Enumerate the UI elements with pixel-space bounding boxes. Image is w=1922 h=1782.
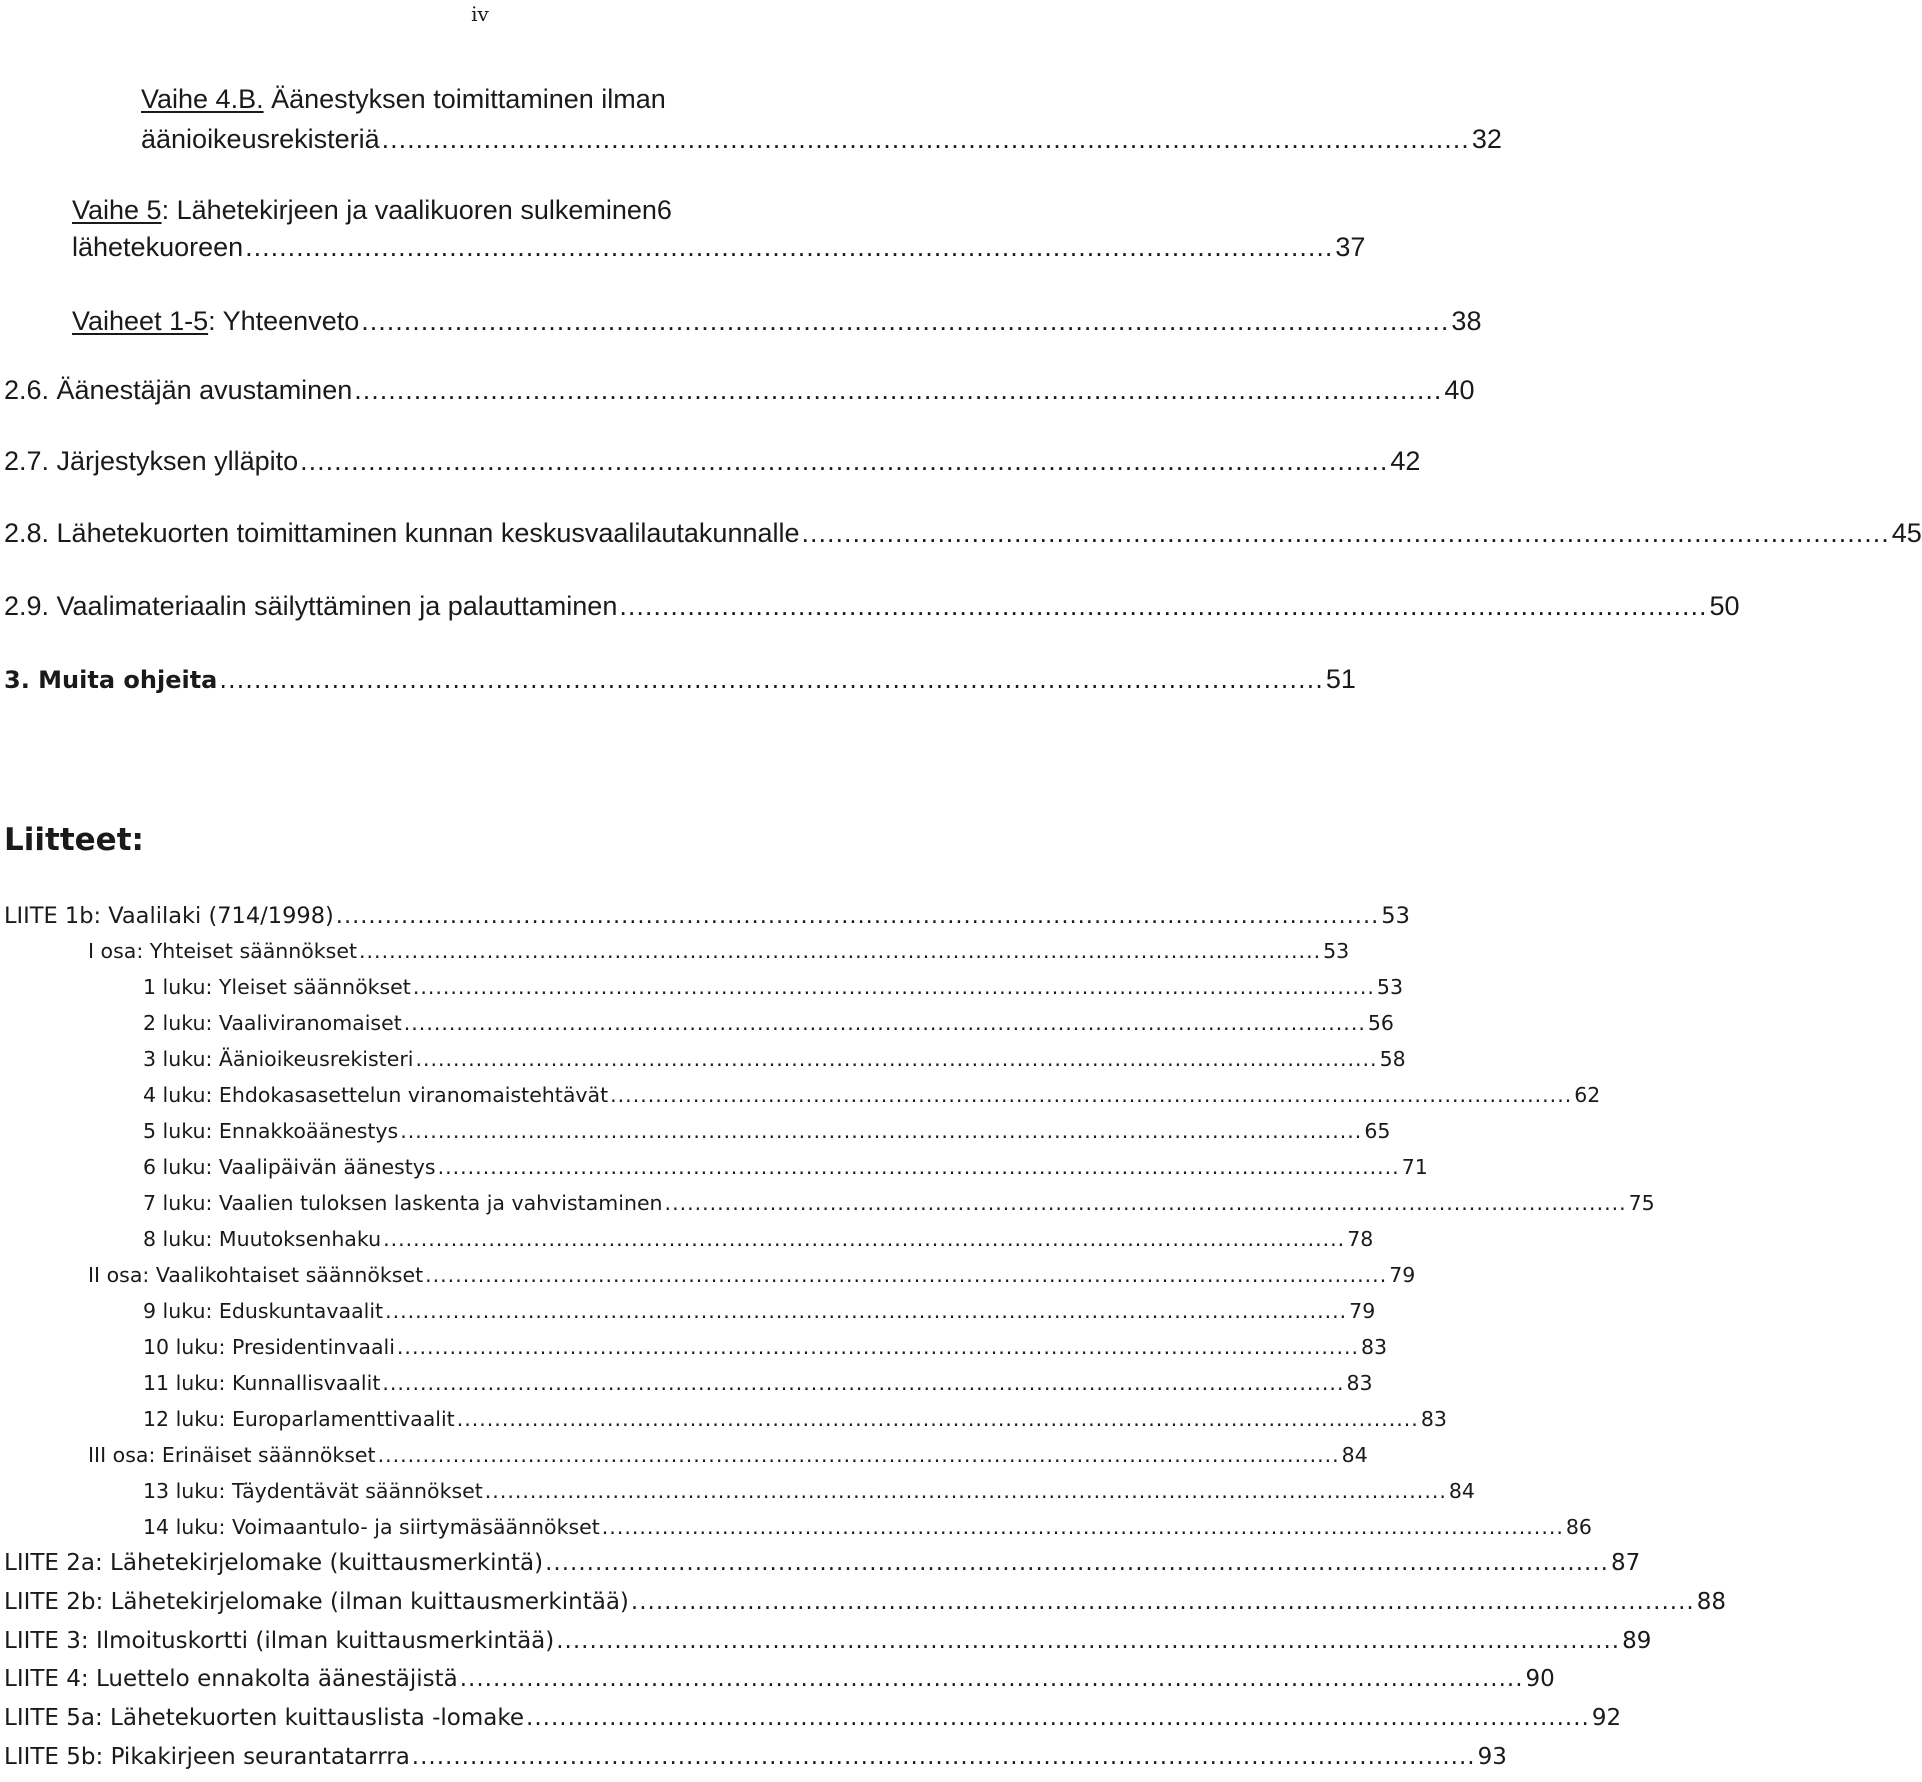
toc-title: 2.7. Järjestyksen ylläpito bbox=[4, 446, 299, 476]
toc-page-number: 83 bbox=[1346, 1371, 1373, 1395]
toc-title: 1 luku: Yleiset säännökset bbox=[143, 975, 411, 999]
toc-page-number: 42 bbox=[1390, 446, 1421, 476]
toc-title: 4 luku: Ehdokasasettelun viranomaistehtävät bbox=[143, 1083, 609, 1107]
toc-title: lähetekuoreen bbox=[72, 232, 244, 262]
toc-page-number: 56 bbox=[1367, 1011, 1394, 1035]
toc-page-number: 79 bbox=[1389, 1263, 1416, 1287]
toc-leader: ................................................................................................................................ bbox=[601, 1515, 1564, 1539]
toc-entry-liite[interactable] bbox=[143, 1155, 1428, 1179]
toc-page-number: 83 bbox=[1361, 1335, 1388, 1359]
toc-entry-liite[interactable] bbox=[143, 1227, 1374, 1251]
toc-leader: ................................................................................................................................ bbox=[415, 1047, 1378, 1071]
toc-leader: ................................................................................................................................ bbox=[801, 518, 1890, 548]
toc-leader: ................................................................................................................................ bbox=[245, 232, 1334, 262]
toc-leader: ................................................................................................................................ bbox=[411, 1744, 1476, 1770]
toc-entry-liite[interactable] bbox=[143, 1119, 1391, 1143]
toc-entry-vaiheet-1-5[interactable] bbox=[72, 306, 1482, 337]
toc-leader: ................................................................................................................................ bbox=[219, 666, 1324, 694]
toc-entry-liite[interactable] bbox=[4, 1705, 1622, 1731]
toc-link-vaihe-4b[interactable]: Vaihe 4.B. bbox=[141, 84, 264, 114]
toc-leader: ................................................................................................................................ bbox=[425, 1263, 1388, 1287]
toc-title: 2.9. Vaalimateriaalin säilyttäminen ja palauttaminen bbox=[4, 591, 618, 621]
toc-page-number: 84 bbox=[1341, 1443, 1368, 1467]
toc-title: LIITE 5b: Pikakirjeen seurantatarrra bbox=[4, 1744, 410, 1770]
toc-title: 12 luku: Europarlamenttivaalit bbox=[143, 1407, 455, 1431]
toc-link-vaihe-5[interactable]: Vaihe 5 bbox=[72, 195, 162, 225]
toc-entry-liite[interactable] bbox=[143, 1407, 1447, 1431]
toc-leader: ................................................................................................................................ bbox=[300, 446, 1389, 476]
toc-leader: ................................................................................................................................ bbox=[412, 975, 1375, 999]
toc-title: III osa: Erinäiset säännökset bbox=[88, 1443, 376, 1467]
toc-leader: ................................................................................................................................ bbox=[526, 1705, 1590, 1731]
toc-page-number: 90 bbox=[1525, 1666, 1555, 1692]
section-heading-liitteet: Liitteet: bbox=[4, 822, 144, 858]
toc-page-number: 89 bbox=[1622, 1628, 1652, 1654]
toc-entry-liite[interactable] bbox=[4, 1550, 1641, 1576]
toc-entry-liite[interactable] bbox=[4, 903, 1410, 929]
toc-leader: ................................................................................................................................ bbox=[400, 1119, 1363, 1143]
toc-entry-2-8[interactable] bbox=[4, 518, 1922, 549]
toc-entry-liite[interactable] bbox=[143, 1011, 1394, 1035]
toc-page-number: 32 bbox=[1471, 124, 1502, 154]
toc-page-number: 45 bbox=[1891, 518, 1922, 548]
toc-entry-2-9[interactable] bbox=[4, 591, 1740, 622]
toc-title: 2.8. Lähetekuorten toimittaminen kunnan keskusvaalilautakunnalle bbox=[4, 518, 800, 548]
toc-title: II osa: Vaalikohtaiset säännökset bbox=[88, 1263, 424, 1287]
toc-title: 14 luku: Voimaantulo- ja siirtymäsäännökset bbox=[143, 1515, 600, 1539]
toc-entry-3[interactable] bbox=[4, 664, 1356, 695]
toc-title: 3 luku: Äänioikeusrekisteri bbox=[143, 1047, 414, 1071]
toc-title: 6 luku: Vaalipäivän äänestys bbox=[143, 1155, 436, 1179]
toc-entry-vaihe-4b-line1 bbox=[141, 84, 666, 115]
toc-leader: ................................................................................................................................ bbox=[403, 1011, 1366, 1035]
toc-entry-vaihe-5-line2[interactable] bbox=[72, 232, 1366, 263]
toc-text: Äänestyksen toimittaminen ilman bbox=[263, 84, 666, 114]
toc-entry-liite[interactable] bbox=[88, 939, 1350, 963]
toc-entry-vaihe-4b-line2[interactable] bbox=[141, 124, 1502, 155]
toc-entry-liite[interactable] bbox=[143, 1515, 1592, 1539]
toc-page-number: 86 bbox=[1565, 1515, 1592, 1539]
toc-leader: ................................................................................................................................ bbox=[381, 124, 1470, 154]
page-number: iv bbox=[471, 2, 489, 26]
toc-entry-liite[interactable] bbox=[4, 1589, 1726, 1615]
toc-page-number: 50 bbox=[1709, 591, 1740, 621]
toc-entry-liite[interactable] bbox=[143, 1047, 1406, 1071]
toc-title: 13 luku: Täydentävät säännökset bbox=[143, 1479, 483, 1503]
toc-page-number: 53 bbox=[1376, 975, 1403, 999]
toc-page-number: 40 bbox=[1444, 375, 1475, 405]
toc-entry-liite[interactable] bbox=[4, 1628, 1652, 1654]
toc-leader: ................................................................................................................................ bbox=[354, 375, 1443, 405]
toc-page-number: 53 bbox=[1381, 903, 1410, 929]
toc-title: LIITE 2b: Lähetekirjelomake (ilman kuittausmerkintää) bbox=[4, 1589, 629, 1615]
toc-page-number: 38 bbox=[1451, 306, 1482, 336]
toc-text: : Yhteenveto bbox=[208, 306, 360, 336]
toc-leader: ................................................................................................................................ bbox=[630, 1589, 1695, 1615]
toc-leader: ................................................................................................................................ bbox=[484, 1479, 1447, 1503]
toc-page-number: 62 bbox=[1574, 1083, 1601, 1107]
toc-title: 9 luku: Eduskuntavaalit bbox=[143, 1299, 384, 1323]
toc-title: 7 luku: Vaalien tuloksen laskenta ja vahvistaminen bbox=[143, 1191, 663, 1215]
toc-page-number: 53 bbox=[1323, 939, 1350, 963]
toc-page-number: 71 bbox=[1401, 1155, 1428, 1179]
toc-leader: ................................................................................................................................ bbox=[437, 1155, 1400, 1179]
toc-entry-2-6[interactable] bbox=[4, 375, 1475, 406]
toc-page-number: 84 bbox=[1448, 1479, 1475, 1503]
toc-leader: ................................................................................................................................ bbox=[545, 1550, 1609, 1576]
toc-title bbox=[72, 306, 359, 337]
toc-title: äänioikeusrekisteriä bbox=[141, 124, 380, 154]
toc-entry-liite[interactable] bbox=[143, 1083, 1601, 1107]
toc-title: LIITE 1b: Vaalilaki (714/1998) bbox=[4, 903, 334, 929]
toc-text: : bbox=[161, 195, 170, 225]
toc-page-number: 65 bbox=[1364, 1119, 1391, 1143]
toc-page-number: 75 bbox=[1628, 1191, 1655, 1215]
toc-leader: ................................................................................................................................ bbox=[456, 1407, 1419, 1431]
toc-text: Lähetekirjeen ja vaalikuoren sulkeminen6 bbox=[169, 195, 672, 225]
toc-title: 11 luku: Kunnallisvaalit bbox=[143, 1371, 381, 1395]
toc-leader: ................................................................................................................................ bbox=[377, 1443, 1340, 1467]
toc-title: LIITE 2a: Lähetekirjelomake (kuittausmerkintä) bbox=[4, 1550, 544, 1576]
toc-page-number: 78 bbox=[1347, 1227, 1374, 1251]
toc-leader: ................................................................................................................................ bbox=[664, 1191, 1627, 1215]
toc-entry-liite[interactable] bbox=[143, 1191, 1655, 1215]
toc-leader: ................................................................................................................................ bbox=[556, 1628, 1621, 1654]
toc-leader: ................................................................................................................................ bbox=[459, 1666, 1524, 1692]
toc-entry-liite[interactable] bbox=[4, 1744, 1507, 1770]
toc-page-number: 93 bbox=[1477, 1744, 1507, 1770]
toc-entry-liite[interactable] bbox=[143, 1299, 1376, 1323]
toc-entry-vaihe-5-line1 bbox=[72, 195, 672, 226]
toc-page-number: 58 bbox=[1379, 1047, 1406, 1071]
toc-page-number: 37 bbox=[1335, 232, 1366, 262]
toc-title: LIITE 5a: Lähetekuorten kuittauslista -lomake bbox=[4, 1705, 525, 1731]
toc-title: 5 luku: Ennakkoäänestys bbox=[143, 1119, 399, 1143]
toc-title: LIITE 4: Luettelo ennakolta äänestäjistä bbox=[4, 1666, 458, 1692]
toc-page-number: 88 bbox=[1696, 1589, 1726, 1615]
toc-title: 3. Muita ohjeita bbox=[4, 666, 218, 694]
toc-title: 10 luku: Presidentinvaali bbox=[143, 1335, 395, 1359]
toc-leader: ................................................................................................................................ bbox=[383, 1227, 1346, 1251]
toc-entry-liite[interactable] bbox=[143, 1371, 1373, 1395]
toc-leader: ................................................................................................................................ bbox=[396, 1335, 1359, 1359]
toc-title: 8 luku: Muutoksenhaku bbox=[143, 1227, 382, 1251]
toc-page-number: 87 bbox=[1610, 1550, 1641, 1576]
toc-entry-liite[interactable] bbox=[88, 1263, 1416, 1287]
toc-entry-liite[interactable] bbox=[143, 1479, 1475, 1503]
toc-page-number: 83 bbox=[1420, 1407, 1447, 1431]
toc-entry-liite[interactable] bbox=[143, 975, 1403, 999]
toc-leader: ................................................................................................................................ bbox=[619, 591, 1708, 621]
toc-entry-2-7[interactable] bbox=[4, 446, 1421, 477]
toc-leader: ................................................................................................................................ bbox=[361, 306, 1450, 336]
toc-entry-liite[interactable] bbox=[88, 1443, 1368, 1467]
toc-entry-liite[interactable] bbox=[4, 1666, 1555, 1692]
toc-leader: ................................................................................................................................ bbox=[610, 1083, 1573, 1107]
toc-title: 2.6. Äänestäjän avustaminen bbox=[4, 375, 353, 405]
toc-page-number: 92 bbox=[1591, 1705, 1622, 1731]
toc-title: I osa: Yhteiset säännökset bbox=[88, 939, 358, 963]
toc-page-number: 51 bbox=[1325, 664, 1356, 694]
toc-leader: ................................................................................................................................ bbox=[382, 1371, 1345, 1395]
toc-title: LIITE 3: Ilmoituskortti (ilman kuittausmerkintää) bbox=[4, 1628, 555, 1654]
toc-title: 2 luku: Vaaliviranomaiset bbox=[143, 1011, 402, 1035]
toc-page-number: 79 bbox=[1349, 1299, 1376, 1323]
toc-entry-liite[interactable] bbox=[143, 1335, 1388, 1359]
toc-link-vaiheet[interactable]: Vaiheet 1-5 bbox=[72, 306, 209, 336]
toc-leader: ................................................................................................................................ bbox=[385, 1299, 1348, 1323]
toc-leader: ................................................................................................................................ bbox=[335, 903, 1380, 929]
toc-leader: ................................................................................................................................ bbox=[359, 939, 1322, 963]
